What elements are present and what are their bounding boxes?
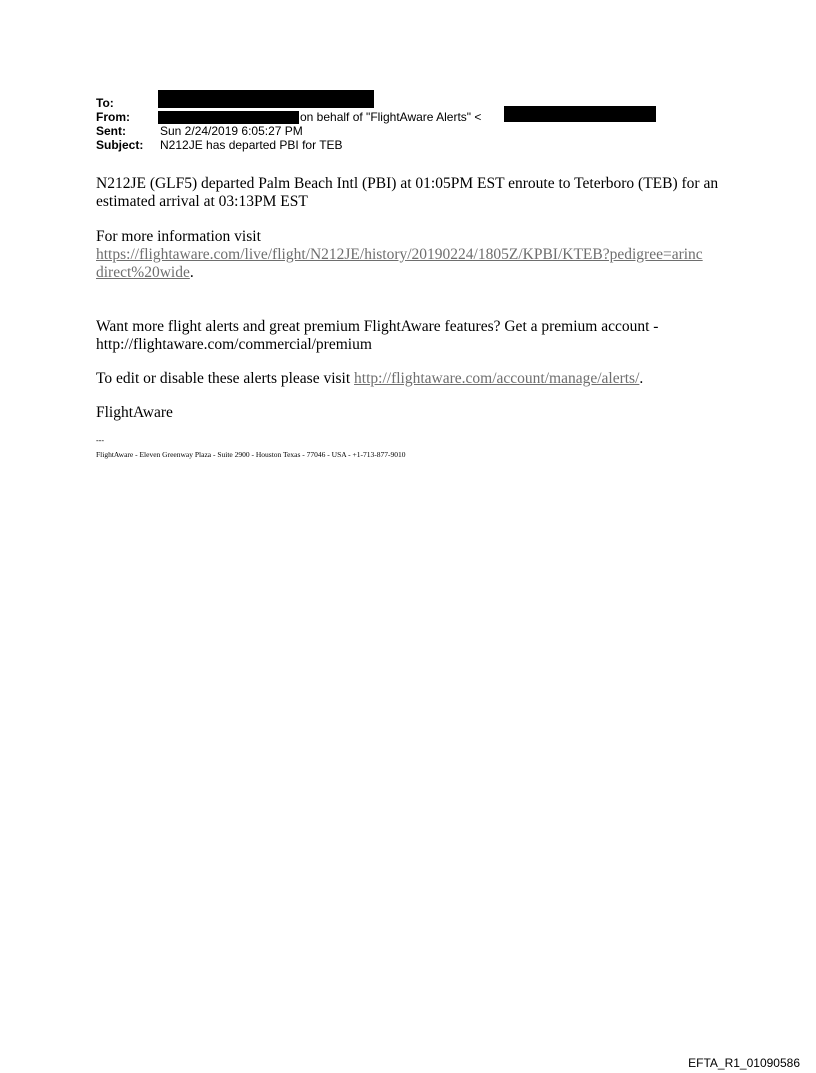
from-value: on behalf of "FlightAware Alerts" < (300, 110, 482, 124)
edit-alerts-paragraph (96, 370, 736, 388)
to-redaction (158, 90, 374, 108)
sent-value: Sun 2/24/2019 6:05:27 PM (160, 124, 303, 138)
departure-paragraph: N212JE (GLF5) departed Palm Beach Intl (PBI) at 01:05PM EST enroute to Teterboro (TEB) for an estimated arrival at 03:13PM EST (96, 175, 719, 210)
from-email-redaction (504, 106, 656, 122)
footer-separator: --- (96, 436, 104, 445)
manage-alerts-link[interactable]: http://flightaware.com/account/manage/alerts/ (354, 370, 640, 387)
from-name-redaction (158, 111, 299, 124)
edit-alerts-period: . (639, 370, 644, 387)
flight-history-link-line1[interactable]: https://flightaware.com/live/flight/N212JE/history/20190224/1805Z/KPBI/KTEB?pedigree=arinc (96, 246, 703, 263)
flight-history-link-line2[interactable]: direct%20wide (96, 264, 190, 281)
sent-label: Sent: (96, 124, 126, 138)
to-label: To: (96, 96, 114, 110)
subject-value: N212JE has departed PBI for TEB (160, 138, 343, 152)
premium-paragraph: Want more flight alerts and great premium FlightAware features? Get a premium account - http://flightaware.com/commercial/premium (96, 318, 659, 353)
signature: FlightAware (96, 404, 173, 421)
more-info-intro: For more information visit (96, 228, 261, 245)
document-id: EFTA_R1_01090586 (688, 1056, 800, 1070)
edit-alerts-intro: To edit or disable these alerts please visit (96, 370, 355, 387)
subject-label: Subject: (96, 138, 144, 152)
more-info-period: . (189, 264, 194, 281)
footer-address: FlightAware - Eleven Greenway Plaza - Suite 2900 - Houston Texas - 77046 - USA - +1-713-877-9010 (96, 450, 406, 459)
from-label: From: (96, 110, 130, 124)
more-info-paragraph (96, 228, 736, 282)
